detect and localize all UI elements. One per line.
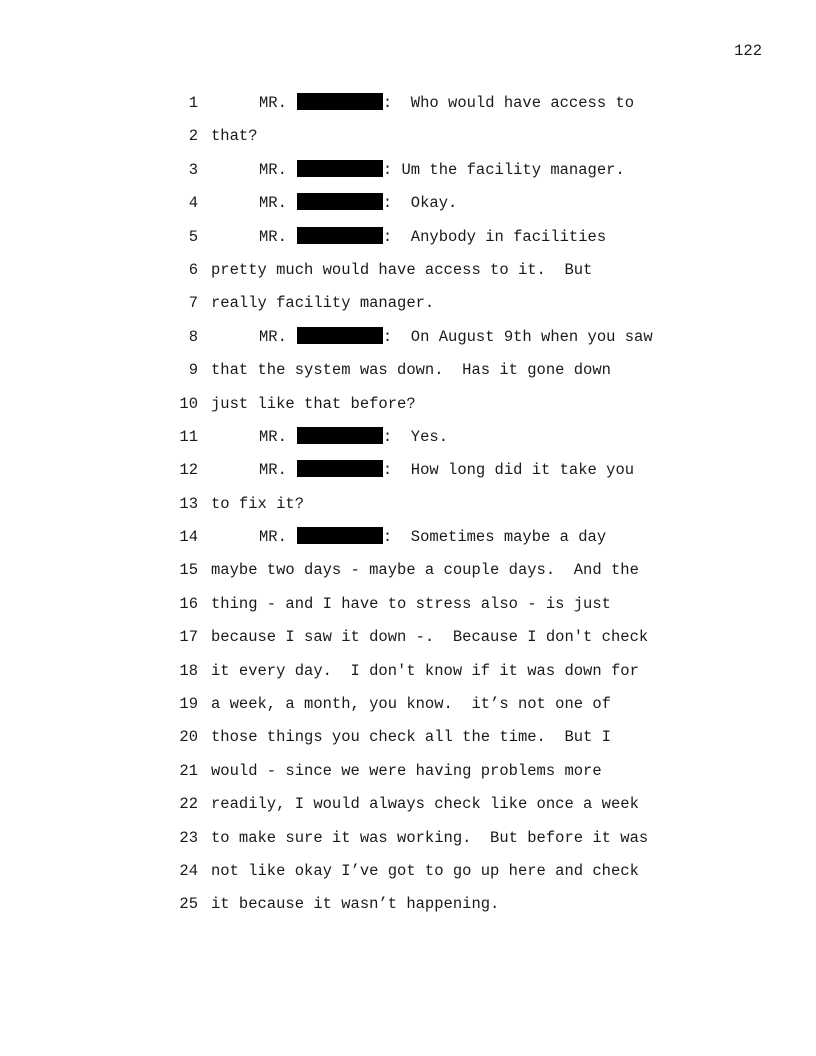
spoken-text: : How long did it take you	[382, 461, 635, 480]
line-number: 17	[179, 628, 198, 647]
continuation-text: a week, a month, you know. it’s not one of	[211, 695, 611, 714]
redacted-name	[297, 527, 383, 544]
spoken-text: : Um the facility manager.	[382, 160, 625, 179]
line-number: 22	[179, 795, 198, 814]
speaker-line-text	[259, 187, 457, 220]
transcript-line	[170, 488, 690, 521]
transcript-line	[170, 321, 690, 354]
speaker-prefix: MR.	[259, 427, 287, 446]
continuation-text: to make sure it was working. But before it was	[211, 828, 649, 847]
speaker-prefix: MR.	[259, 194, 287, 213]
transcript-line	[170, 454, 690, 487]
page-number: 122	[734, 42, 762, 60]
line-number: 12	[179, 461, 198, 480]
line-number: 18	[179, 661, 198, 680]
line-number: 24	[179, 861, 198, 880]
transcript-line	[170, 888, 690, 921]
transcript-line	[170, 254, 690, 287]
redacted-name	[297, 193, 383, 210]
transcript-line	[170, 421, 690, 454]
line-number: 16	[179, 594, 198, 613]
line-number: 15	[179, 561, 198, 580]
speaker-line-text	[259, 454, 634, 487]
transcript-line	[170, 521, 690, 554]
transcript-line	[170, 688, 690, 721]
transcript-line	[170, 87, 690, 120]
continuation-text: to fix it?	[211, 494, 305, 513]
transcript-line	[170, 354, 690, 387]
continuation-text: those things you check all the time. But I	[211, 728, 611, 747]
line-number: 7	[188, 294, 198, 313]
line-number: 14	[179, 528, 198, 547]
line-number: 13	[179, 494, 198, 513]
transcript-line	[170, 588, 690, 621]
line-number: 3	[188, 160, 198, 179]
line-number: 19	[179, 695, 198, 714]
line-number: 8	[188, 327, 198, 346]
transcript-line	[170, 855, 690, 888]
continuation-text: that the system was down. Has it gone down	[211, 361, 611, 380]
transcript-line	[170, 755, 690, 788]
continuation-text: pretty much would have access to it. But	[211, 260, 593, 279]
line-number: 20	[179, 728, 198, 747]
transcript-line	[170, 822, 690, 855]
line-number: 1	[188, 94, 198, 112]
speaker-prefix: MR.	[259, 528, 287, 547]
spoken-text: : On August 9th when you saw	[382, 327, 653, 346]
spoken-text: : Sometimes maybe a day	[382, 528, 607, 547]
speaker-line-text	[259, 321, 653, 354]
spoken-text: : Anybody in facilities	[382, 227, 607, 246]
transcript-line	[170, 154, 690, 187]
line-number: 5	[188, 227, 198, 246]
transcript-line	[170, 187, 690, 220]
redacted-name	[297, 327, 383, 344]
transcript-line	[170, 388, 690, 421]
line-number: 23	[179, 828, 198, 847]
speaker-prefix: MR.	[259, 227, 287, 246]
speaker-line-text	[259, 154, 625, 187]
transcript-line	[170, 788, 690, 821]
line-number: 9	[188, 361, 198, 380]
continuation-text: it because it wasn’t happening.	[211, 895, 500, 914]
transcript-line	[170, 621, 690, 654]
speaker-prefix: MR.	[259, 327, 287, 346]
continuation-text: maybe two days - maybe a couple days. And the	[211, 561, 639, 580]
line-number: 21	[179, 761, 198, 780]
transcript-line	[170, 721, 690, 754]
continuation-text: not like okay I’ve got to go up here and check	[211, 861, 639, 880]
speaker-prefix: MR.	[259, 461, 287, 480]
transcript-line	[170, 554, 690, 587]
speaker-line-text	[259, 221, 606, 254]
continuation-text: really facility manager.	[211, 294, 435, 313]
redacted-name	[297, 460, 383, 477]
continuation-text: that?	[211, 127, 258, 146]
transcript-body	[170, 87, 690, 922]
continuation-text: because I saw it down -. Because I don't check	[211, 628, 649, 647]
speaker-prefix: MR.	[259, 94, 287, 112]
continuation-text: thing - and I have to stress also - is just	[211, 594, 611, 613]
spoken-text: : Who would have access to	[382, 94, 635, 112]
speaker-prefix: MR.	[259, 160, 287, 179]
speaker-line-text	[259, 521, 606, 554]
transcript-line	[170, 221, 690, 254]
line-number: 2	[188, 127, 198, 146]
line-number: 4	[188, 194, 198, 213]
transcript-line	[170, 120, 690, 153]
line-number: 11	[179, 427, 198, 446]
redacted-name	[297, 227, 383, 244]
redacted-name	[297, 427, 383, 444]
continuation-text: just like that before?	[211, 394, 416, 413]
spoken-text: : Okay.	[382, 194, 458, 213]
continuation-text: readily, I would always check like once a week	[211, 795, 639, 814]
line-number: 6	[188, 260, 198, 279]
transcript-line	[170, 287, 690, 320]
line-number: 25	[179, 895, 198, 914]
speaker-line-text	[259, 421, 448, 454]
continuation-text: it every day. I don't know if it was down for	[211, 661, 639, 680]
spoken-text: : Yes.	[382, 427, 449, 446]
redacted-name	[297, 93, 383, 110]
transcript-line	[170, 655, 690, 688]
speaker-line-text	[259, 87, 634, 120]
continuation-text: would - since we were having problems more	[211, 761, 602, 780]
line-number: 10	[179, 394, 198, 413]
redacted-name	[297, 160, 383, 177]
